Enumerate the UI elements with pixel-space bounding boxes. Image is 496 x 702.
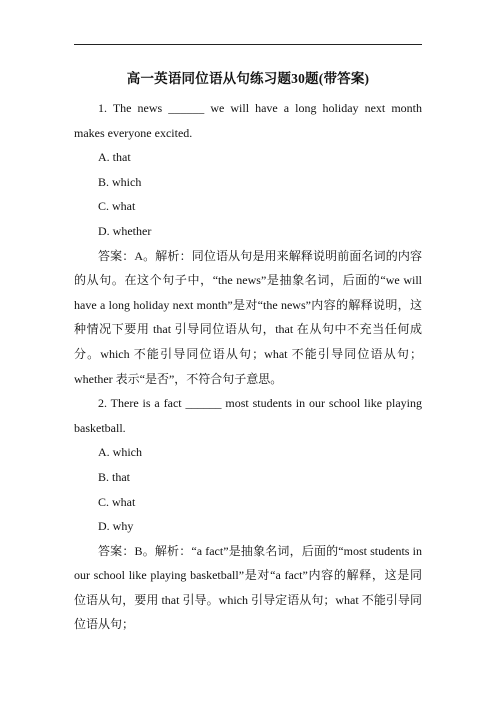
- question-2-option-b: B. that: [98, 469, 130, 484]
- question-2-stem: 2. There is a fact ______ most students in our school like playing basketball.: [74, 396, 422, 435]
- question-2-answer: 答案：B。解析：“a fact”是抽象名词，后面的“most students in our school like playing basketball”是对“a fact”内容的解释，这是同位语从句，要用 that 引导。which 引导定语从句；what 不能引导同位语从句；: [74, 543, 422, 632]
- question-2-option-c: C. what: [98, 494, 136, 509]
- question-1-option-d: D. whether: [98, 223, 152, 238]
- question-1-option-c: C. what: [98, 199, 136, 214]
- question-1-option-b: B. which: [98, 174, 142, 189]
- question-2-option-d: D. why: [98, 519, 134, 534]
- question-1-option-a: A. that: [98, 150, 131, 165]
- question-1-answer: 答案：A。解析：同位语从句是用来解释说明前面名词的内容的从句。在这个句子中，“the news”是抽象名词，后面的“we will have a long holiday next month”是对“the news”内容的解释说明，这种情况下要用 that 引导同位语从句，that 在从句中不充当任何成分。which 不能引导同位语从句；what 不能引导同位语从句；whether 表示“是否”，不符合句子意思。: [74, 248, 422, 386]
- header-rule: [74, 44, 422, 45]
- page-title: 高一英语同位语从句练习题30题(带答案): [126, 71, 370, 86]
- document-body: [74, 96, 422, 637]
- question-2-option-a: A. which: [98, 445, 142, 460]
- question-1-stem: 1. The news ______ we will have a long holiday next month makes everyone excited.: [74, 101, 422, 140]
